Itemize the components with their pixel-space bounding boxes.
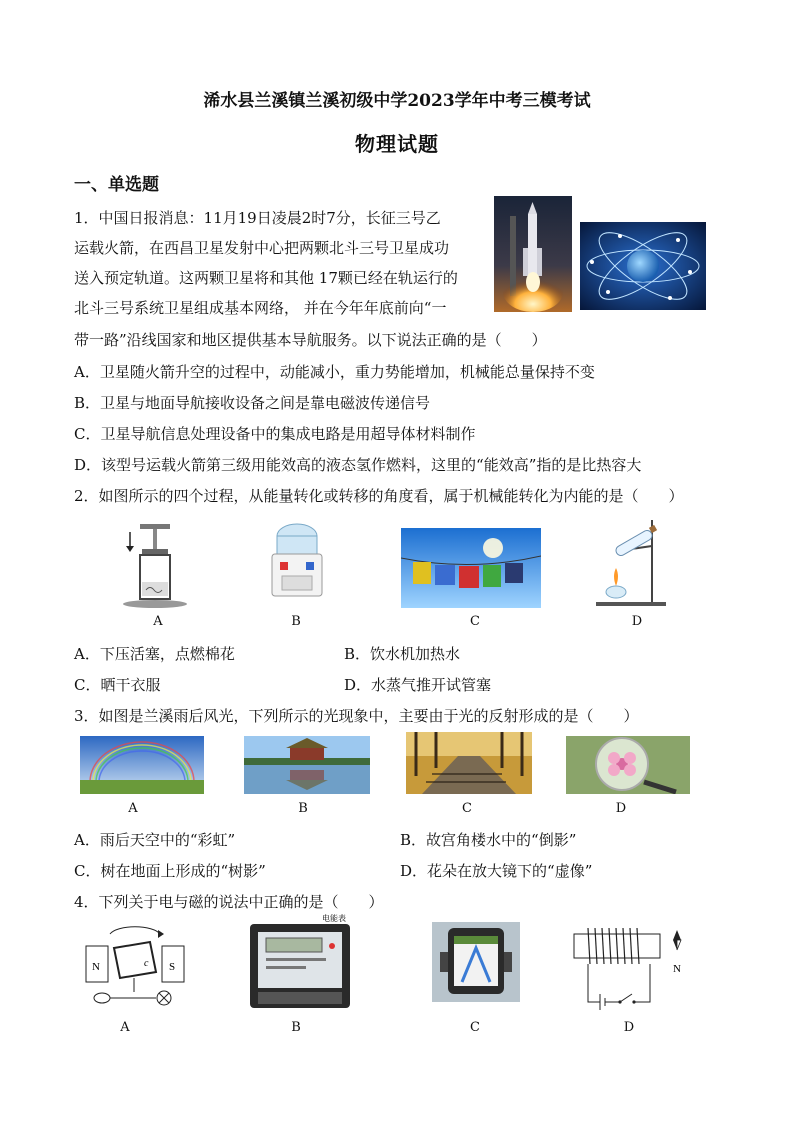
q2-option-a: A．下压活塞，点燃棉花 [74, 645, 235, 663]
q2-label-b: B [291, 614, 301, 629]
q1-option-b: B．卫星与地面导航接收设备之间是靠电磁波传递信号 [74, 394, 431, 412]
q4-label-d: D [623, 1020, 635, 1035]
q2-option-d: D．水蒸气推开试管塞 [344, 676, 492, 694]
fig-a-c-label: c [144, 958, 149, 969]
q4-label-b: B [291, 1020, 301, 1035]
magnifier-flower-figure [566, 736, 690, 794]
q1-option-a: A．卫星随火箭升空的过程中，动能减小，重力势能增加，机械能总量保持不变 [74, 363, 595, 381]
exam-title: 浠水县兰溪镇兰溪初级中学2023学年中考三模考试 [203, 91, 591, 111]
q3-option-c: C．树在地面上形成的“树影” [74, 862, 266, 880]
q1-option-d: D．该型号运载火箭第三级用能效高的液态氢作燃料，这里的“能效高”指的是比热容大 [74, 456, 642, 474]
satellite-orbit-image [580, 222, 706, 310]
q4-stem: 4．下列关于电与磁的说法中正确的是（ ） [74, 893, 384, 911]
piston-cylinder-figure [118, 520, 192, 612]
q2-label-d: D [631, 614, 643, 629]
palace-reflection-figure [244, 736, 370, 794]
q1-line-4: 北斗三号系统卫星组成基本网络， 并在今年年底前向“一 [74, 299, 447, 317]
generator-coil-figure [80, 918, 190, 1010]
water-dispenser-figure [262, 522, 332, 600]
test-tube-steam-figure [592, 516, 670, 610]
q2-option-b: B．饮水机加热水 [344, 645, 461, 663]
q2-label-c: C [470, 614, 480, 629]
fig-a-n-label: N [92, 961, 100, 973]
q1-line-5: 带一路”沿线国家和地区提供基本导航服务。以下说法正确的是（ ） [74, 331, 547, 349]
fig-d-n-label: N [673, 963, 681, 975]
electric-meter-figure [246, 912, 354, 1010]
q3-label-d: D [615, 801, 627, 816]
q1-line-1: 1．中国日报消息：11月19日凌晨2时7分，长征三号乙 [74, 209, 441, 227]
q4-label-a: A [120, 1020, 130, 1035]
rainbow-figure [80, 736, 204, 794]
q2-option-c: C．晒干衣服 [74, 676, 161, 694]
q4-label-c: C [470, 1020, 480, 1035]
q1-line-3: 送入预定轨道。这两颗卫星将和其他 17颗已经在轨运行的 [74, 269, 458, 287]
rocket-launch-image [494, 196, 572, 312]
phone-navigation-figure [432, 922, 520, 1002]
exam-subtitle: 物理试题 [355, 132, 439, 156]
q1-line-2: 运载火箭，在西昌卫星发射中心把两颗北斗三号卫星成功 [74, 239, 450, 257]
q2-stem: 2．如图所示的四个过程，从能量转化或转移的角度看，属于机械能转化为内能的是（ ） [74, 487, 684, 505]
section-heading: 一、单选题 [74, 175, 159, 195]
q1-option-c: C．卫星导航信息处理设备中的集成电路是用超导体材料制作 [74, 425, 476, 443]
q3-stem: 3．如图是兰溪雨后风光，下列所示的光现象中，主要由于光的反射形成的是（ ） [74, 707, 639, 725]
q3-label-b: B [298, 801, 308, 816]
tree-shadow-road-figure [406, 732, 532, 794]
q3-option-a: A．雨后天空中的“彩虹” [74, 831, 236, 849]
q3-option-b: B．故宫角楼水中的“倒影” [400, 831, 577, 849]
q2-label-a: A [153, 614, 163, 629]
fig-b-meter-label: 电能表 [322, 914, 346, 923]
electromagnet-circuit-figure [568, 928, 688, 1010]
q3-label-c: C [462, 801, 472, 816]
drying-clothes-figure [401, 528, 541, 608]
q3-label-a: A [128, 801, 138, 816]
q3-option-d: D．花朵在放大镜下的“虚像” [400, 862, 593, 880]
fig-a-s-label: S [169, 961, 176, 973]
